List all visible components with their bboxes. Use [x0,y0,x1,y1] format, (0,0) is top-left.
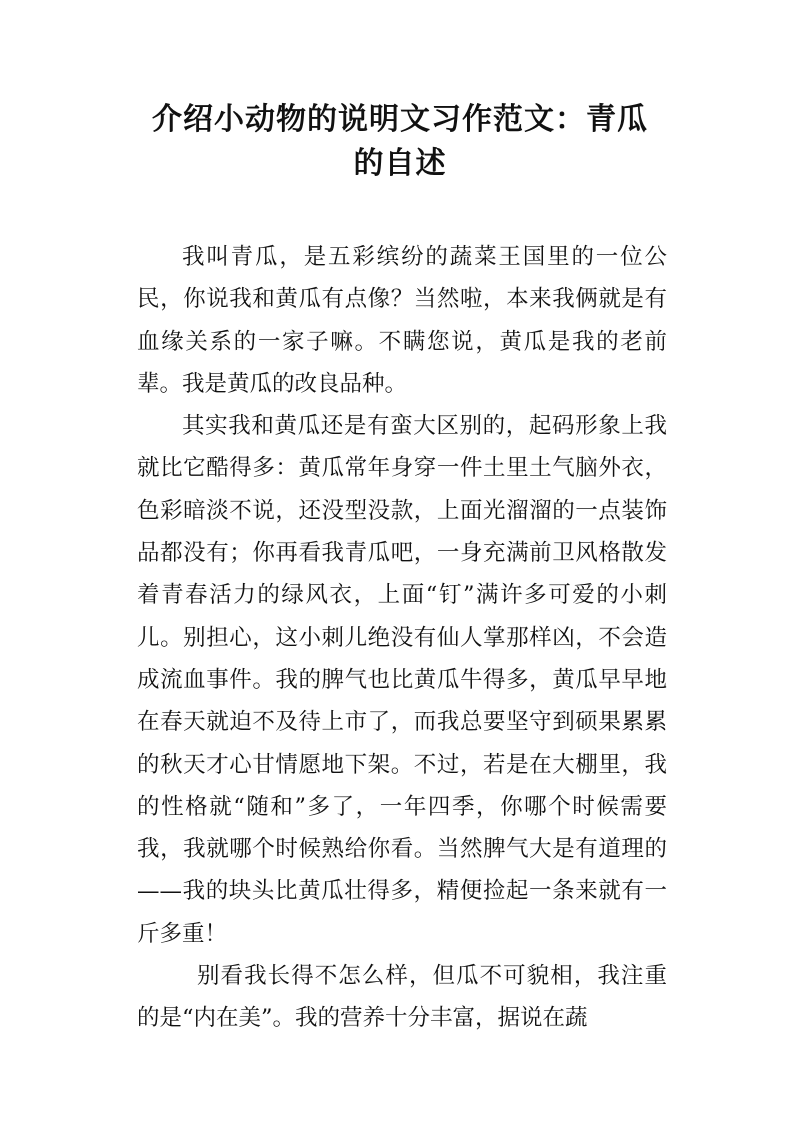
paragraph-3: 别看我长得不怎么样，但瓜不可貌相，我注重的是“内在美”。我的营养十分丰富，据说在蔬 [137,963,667,1032]
document-body [137,236,667,1040]
paragraph-2: 其实我和黄瓜还是有蛮大区别的，起码形象上我就比它酷得多：黄瓜常年身穿一件土里土气脑外衣，色彩暗淡不说，还没型没款，上面光溜溜的一点装饰品都没有；你再看我青瓜吧，一身充满前卫风格散发着青春活力的绿风衣，上面“钉”满许多可爱的小刺儿。别担心，这小刺儿绝没有仙人掌那样凶，不会造成流血事件。我的脾气也比黄瓜牛得多，黄瓜早早地在春天就迫不及待上市了，而我总要坚守到硕果累累的秋天才心甘情愿地下架。不过，若是在大棚里，我的性格就“随和”多了，一年四季，你哪个时候需要我，我就哪个时候熟给你看。当然脾气大是有道理的——我的块头比黄瓜壮得多，精便捡起一条来就有一斤多重！ [137,413,667,947]
document-title [100,98,700,186]
title-line-2: 的自述 [353,146,447,181]
title-line-1: 介绍小动物的说明文习作范文：青瓜 [152,102,648,137]
paragraph-1: 我叫青瓜，是五彩缤纷的蔬菜王国里的一位公民，你说我和黄瓜有点像？当然啦，本来我俩就是有血缘关系的一家子嘛。不瞒您说，黄瓜是我的老前辈。我是黄瓜的改良品种。 [137,244,667,397]
